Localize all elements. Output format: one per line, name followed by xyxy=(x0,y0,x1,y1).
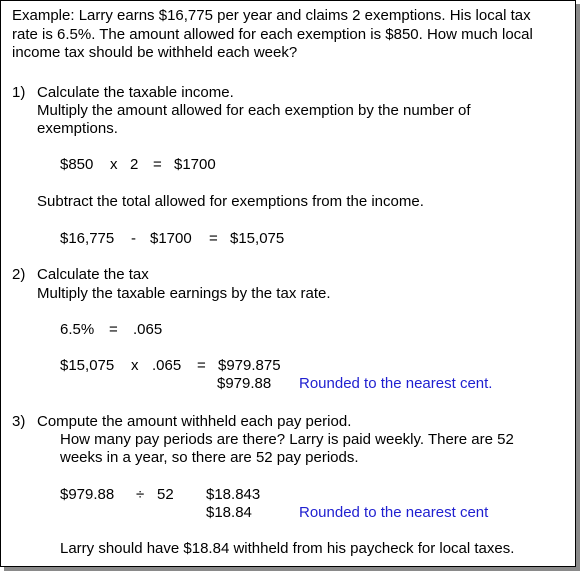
step2-number: 2) xyxy=(12,266,26,283)
step2-calc2-operand-b: .065 xyxy=(152,357,182,374)
step3-number: 3) xyxy=(12,413,26,430)
step1-calc2-operator: - xyxy=(131,230,136,247)
step1-calc2-result: $15,075 xyxy=(230,230,285,247)
step2-calc1-equals: = xyxy=(109,321,118,338)
step2-instruction: Multiply the taxable earnings by the tax rate. xyxy=(37,285,331,302)
step2-calc2-operand-a: $15,075 xyxy=(60,357,115,374)
step3-heading: Compute the amount withheld each pay period. xyxy=(37,413,352,430)
step2-calc2-result: $979.875 xyxy=(218,357,281,374)
step3-calc-operand-b: 52 xyxy=(157,486,174,503)
step1-number: 1) xyxy=(12,84,26,101)
step2-rounding-note: Rounded to the nearest cent. xyxy=(299,375,493,392)
intro-line-1: Example: Larry earns $16,775 per year and claims 2 exemptions. His local tax xyxy=(12,7,531,24)
step2-calc2-operator: x xyxy=(131,357,139,374)
step1-calc2-equals: = xyxy=(209,230,218,247)
step3-conclusion: Larry should have $18.84 withheld from his paycheck for local taxes. xyxy=(60,540,515,557)
step1-calc1-equals: = xyxy=(153,156,162,173)
step3-calc-operator: ÷ xyxy=(136,486,145,503)
step1-instruction-line-1: Multiply the amount allowed for each exemption by the number of xyxy=(37,102,471,119)
step2-heading: Calculate the tax xyxy=(37,266,149,283)
step1-calc1-operand-a: $850 xyxy=(60,156,94,173)
intro-line-2: rate is 6.5%. The amount allowed for each exemption is $850. How much local xyxy=(12,26,533,43)
step3-instruction-line-2: weeks in a year, so there are 52 pay periods. xyxy=(60,449,359,466)
step1-instruction-2: Subtract the total allowed for exemptions from the income. xyxy=(37,193,424,210)
step2-calc2-equals: = xyxy=(197,357,206,374)
step1-calc2-operand-b: $1700 xyxy=(150,230,192,247)
step2-calc1-result: .065 xyxy=(133,321,163,338)
step1-heading: Calculate the taxable income. xyxy=(37,84,234,101)
intro-line-3: income tax should be withheld each week? xyxy=(12,44,298,61)
step3-calc-operand-a: $979.88 xyxy=(60,486,115,503)
step3-instruction-line-1: How many pay periods are there? Larry is paid weekly. There are 52 xyxy=(60,431,514,448)
step2-calc1-operand-a: 6.5% xyxy=(60,321,95,338)
step1-calc1-operand-b: 2 xyxy=(130,156,139,173)
step1-calc2-operand-a: $16,775 xyxy=(60,230,115,247)
step1-calc1-result: $1700 xyxy=(174,156,216,173)
step3-calc-rounded: $18.84 xyxy=(206,504,252,521)
step3-rounding-note: Rounded to the nearest cent xyxy=(299,504,489,521)
step3-calc-result: $18.843 xyxy=(206,486,261,503)
step1-instruction-line-2: exemptions. xyxy=(37,120,118,137)
step2-calc2-rounded: $979.88 xyxy=(217,375,272,392)
step1-calc1-operator: x xyxy=(110,156,118,173)
